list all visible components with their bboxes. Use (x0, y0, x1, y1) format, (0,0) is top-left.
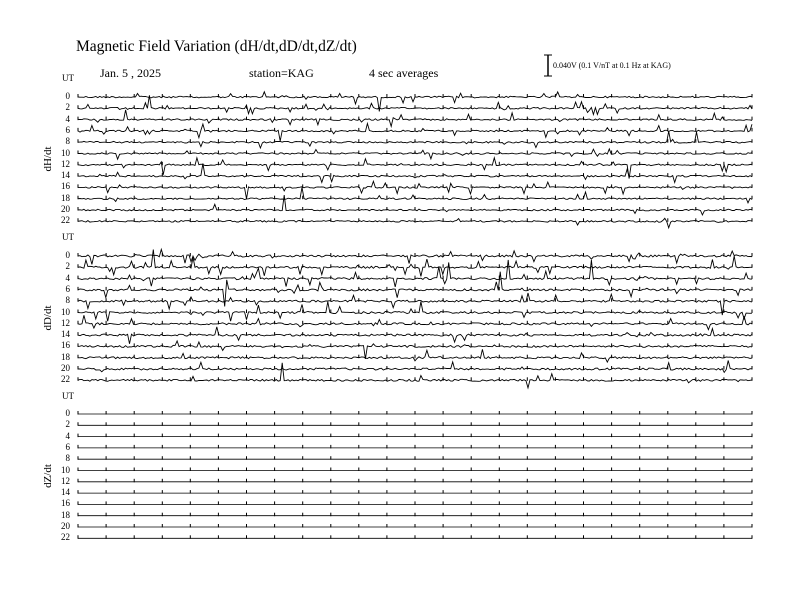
chart-title: Magnetic Field Variation (dH/dt,dD/dt,dZ/dt) (76, 38, 357, 55)
hour-label: 22 (61, 374, 70, 385)
hour-label: 12 (61, 475, 70, 486)
hour-label: 14 (61, 329, 70, 340)
ut-label: UT (62, 391, 74, 401)
trace-line (78, 249, 752, 264)
hour-label: 2 (65, 261, 70, 272)
trace-line (78, 95, 752, 114)
hour-label: 10 (61, 464, 70, 475)
hour-label: 4 (65, 272, 70, 283)
hour-label: 22 (61, 215, 70, 226)
hour-label: 10 (61, 306, 70, 317)
average-label: 4 sec averages (369, 66, 439, 80)
trace-line (78, 187, 752, 203)
hour-label: 6 (65, 124, 70, 135)
trace-line (78, 124, 752, 142)
hour-label: 16 (61, 498, 70, 509)
ut-label: UT (62, 232, 74, 242)
hour-label: 18 (61, 509, 70, 520)
hour-label: 0 (65, 250, 70, 260)
trace-line (78, 260, 752, 287)
panel-ylabel: dD/dt (42, 305, 54, 331)
hour-label: 14 (61, 487, 70, 498)
trace-line (78, 164, 752, 183)
hour-label: 20 (61, 363, 70, 373)
scale-label: 0.040V (0.1 V/nT at 0.1 Hz at KAG) (553, 61, 671, 70)
trace-line (78, 149, 752, 159)
hour-label: 12 (61, 317, 70, 328)
hour-label: 8 (65, 453, 70, 464)
hour-label: 18 (61, 351, 70, 362)
hour-label: 20 (61, 521, 70, 531)
hour-label: 22 (61, 532, 70, 543)
scale-bar-icon (544, 55, 552, 76)
hour-label: 14 (61, 170, 70, 181)
panel-ylabel: dZ/dt (42, 464, 54, 489)
hour-label: 20 (61, 204, 70, 214)
station-label: station=KAG (249, 66, 314, 80)
hour-label: 8 (65, 295, 70, 306)
hour-label: 4 (65, 430, 70, 441)
hour-label: 4 (65, 113, 70, 124)
panel-ylabel: dH/dt (42, 146, 54, 172)
hour-label: 10 (61, 147, 70, 158)
hour-label: 8 (65, 136, 70, 147)
hour-label: 6 (65, 283, 70, 294)
hour-label: 0 (65, 91, 70, 101)
hour-label: 2 (65, 419, 70, 430)
hour-label: 0 (65, 408, 70, 418)
ut-label: UT (62, 73, 74, 83)
hour-label: 6 (65, 441, 70, 452)
date-label: Jan. 5 , 2025 (100, 66, 161, 80)
hour-label: 2 (65, 102, 70, 113)
hour-label: 16 (61, 181, 70, 192)
hour-label: 16 (61, 340, 70, 351)
hour-label: 12 (61, 158, 70, 169)
hour-label: 18 (61, 192, 70, 203)
